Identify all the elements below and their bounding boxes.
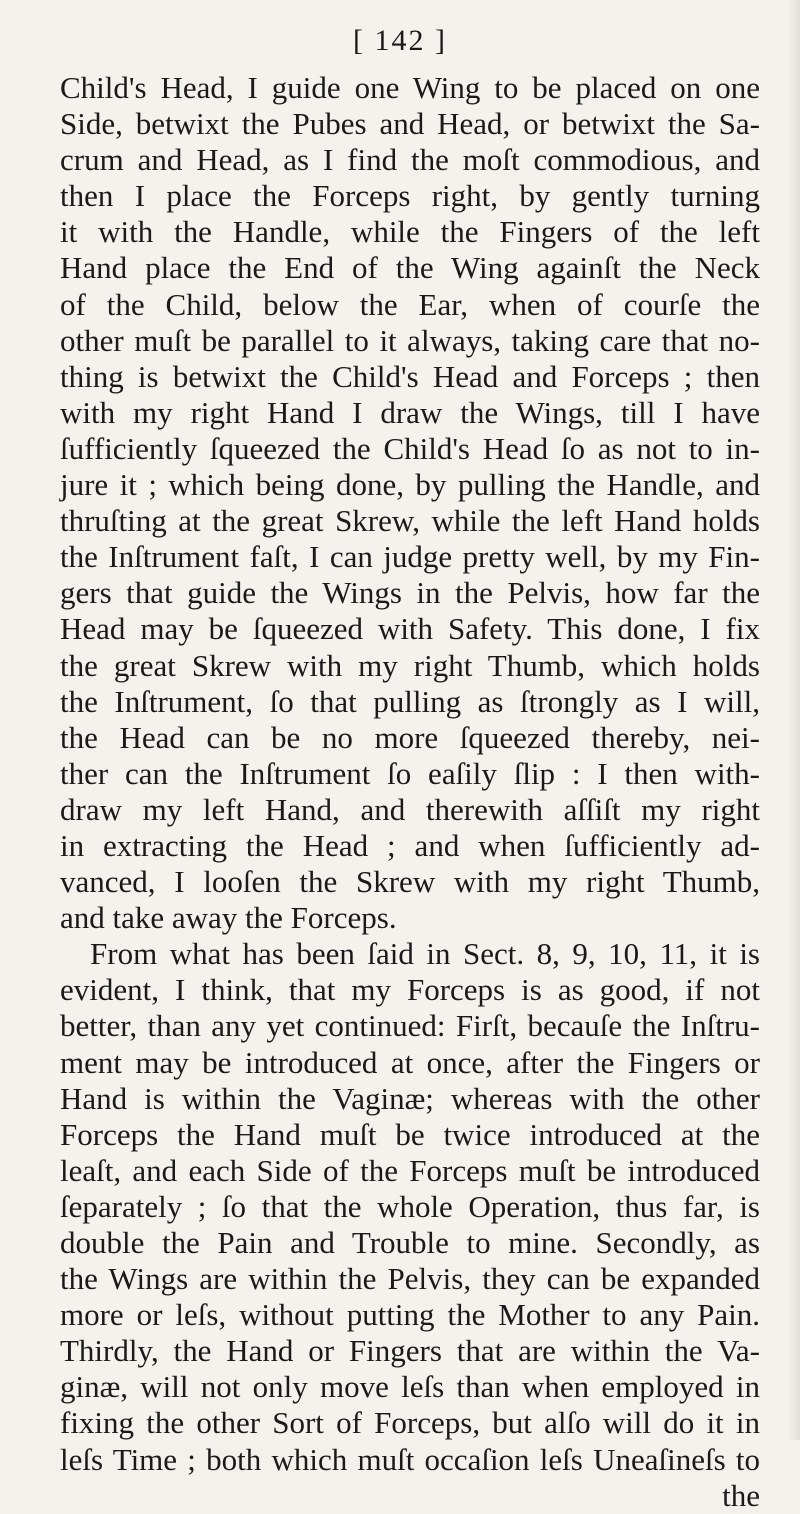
text-line: Side, betwixt the Pubes and Head, or betwixt the Sa-: [60, 106, 760, 142]
page-edge-shadow: [786, 0, 800, 1440]
text-line: Hand place the End of the Wing againſt the Neck: [60, 250, 760, 286]
text-line: leſs Time ; both which muſt occaſion leſs Uneaſineſs to: [60, 1441, 760, 1477]
text-line: crum and Head, as I find the moſt commodious, and: [60, 142, 760, 178]
text-line: Thirdly, the Hand or Fingers that are within the Va-: [60, 1333, 760, 1369]
text-line: vanced, I looſen the Skrew with my right Thumb,: [60, 864, 760, 900]
text-line: it with the Handle, while the Fingers of the left: [60, 214, 760, 250]
text-line: gers that guide the Wings in the Pelvis, how far the: [60, 575, 760, 611]
text-line: of the Child, below the Ear, when of courſe the: [60, 286, 760, 322]
text-line: ſeparately ; ſo that the whole Operation, thus far, is: [60, 1188, 760, 1224]
text-line: ſufficiently ſqueezed the Child's Head ſo as not to in-: [60, 430, 760, 466]
catchword: the: [722, 1477, 760, 1513]
text-line: the great Skrew with my right Thumb, which holds: [60, 647, 760, 683]
text-line: double the Pain and Trouble to mine. Secondly, as: [60, 1225, 760, 1260]
text-line: Hand is within the Vaginæ; whereas with the other: [60, 1080, 760, 1116]
text-line: more or leſs, without putting the Mother to any Pain.: [60, 1297, 760, 1333]
text-line: with my right Hand I draw the Wings, till I have: [60, 394, 760, 430]
text-line: thing is betwixt the Child's Head and Forceps ; then: [60, 358, 760, 394]
text-line: leaſt, and each Side of the Forceps muſt be introduced: [60, 1152, 760, 1188]
text-line: thruſting at the great Skrew, while the left Hand holds: [60, 503, 760, 539]
text-line: and take away the Forceps.: [60, 900, 397, 936]
text-line: then I place the Forceps right, by gently turning: [60, 178, 760, 214]
text-line: other muſt be parallel to it always, taking care that no-: [60, 322, 760, 358]
text-line: the Inſtrument faſt, I can judge pretty well, by my Fin-: [60, 539, 760, 575]
text-line: Forceps the Hand muſt be twice introduced at the: [60, 1116, 760, 1152]
text-line: ther can the Inſtrument ſo eaſily ſlip : I then with-: [60, 755, 760, 791]
text-line: draw my left Hand, and therewith aſſiſt my right: [60, 791, 760, 827]
text-line: From what has been ſaid in Sect. 8, 9, 10, 11, it is: [90, 936, 760, 972]
text-line: Head may be ſqueezed with Safety. This done, I fix: [60, 611, 760, 647]
text-line: in extracting the Head ; and when ſufficiently ad-: [60, 827, 760, 863]
text-line: ment may be introduced at once, after the Fingers or: [60, 1044, 760, 1080]
text-line: jure it ; which being done, by pulling the Handle, and: [60, 467, 760, 503]
text-line: Child's Head, I guide one Wing to be placed on one: [60, 70, 760, 105]
text-line: the Head can be no more ſqueezed thereby, nei-: [60, 719, 760, 755]
text-line: fixing the other Sort of Forceps, but alſo will do it in: [60, 1405, 760, 1441]
text-line: the Wings are within the Pelvis, they can be expanded: [60, 1261, 760, 1297]
text-line: the Inſtrument, ſo that pulling as ſtrongly as I will,: [60, 683, 760, 719]
body-text: [60, 70, 760, 1514]
text-line: evident, I think, that my Forceps is as good, if not: [60, 972, 760, 1008]
page-number: [ 142 ]: [353, 24, 447, 57]
text-line: better, than any yet continued: Firſt, becauſe the Inſtru-: [60, 1008, 760, 1044]
text-line: ginæ, will not only move leſs than when employed in: [60, 1369, 760, 1405]
